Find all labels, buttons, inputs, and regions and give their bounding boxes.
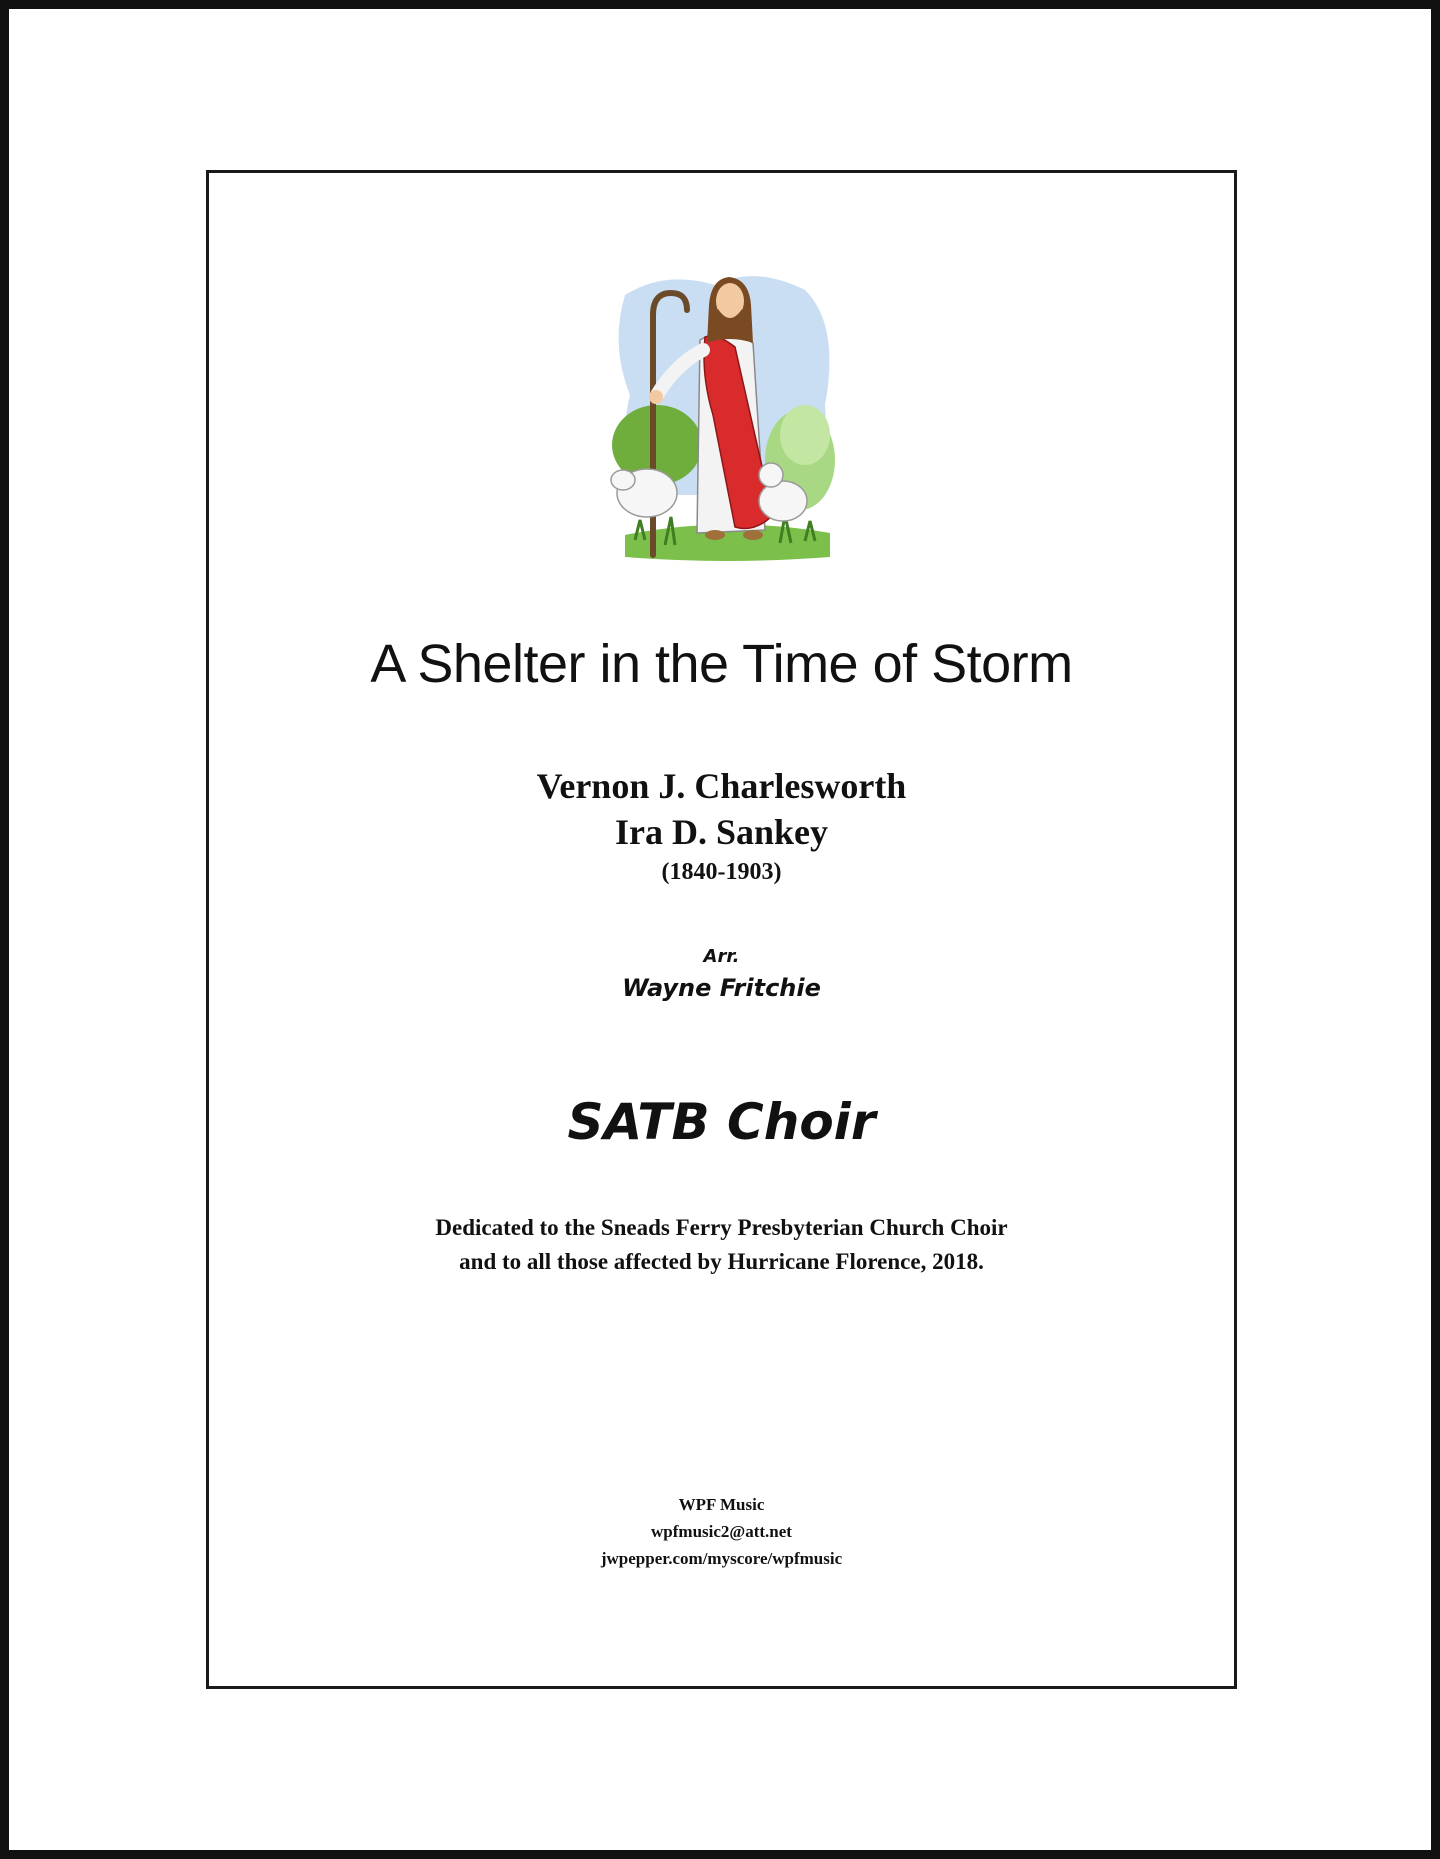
arr-label: Arr. — [703, 946, 740, 967]
score-cover-page — [206, 170, 1237, 1689]
publisher-name: WPF Music — [678, 1495, 765, 1514]
credits-block — [209, 763, 1234, 889]
song-title: A Shelter in the Time of Storm — [370, 634, 1073, 694]
composer-dates: (1840-1903) — [661, 859, 782, 885]
arranger-block — [209, 943, 1234, 1005]
dedication-line-2: and to all those affected by Hurricane Florence, 2018. — [459, 1249, 984, 1274]
publisher-website: jwpepper.com/myscore/wpfmusic — [600, 1549, 843, 1568]
shepherd-with-lambs-illustration — [605, 265, 845, 565]
lyricist-name: Vernon J. Charlesworth — [536, 766, 907, 806]
dedication-block — [209, 1211, 1234, 1279]
composer-name: Ira D. Sankey — [614, 812, 829, 852]
dedication-line-1: Dedicated to the Sneads Ferry Presbyterian Church Choir — [435, 1215, 1008, 1240]
publisher-block — [209, 1491, 1234, 1572]
arranger-name: Wayne Fritchie — [622, 974, 821, 1002]
publisher-email: wpfmusic2@att.net — [651, 1522, 792, 1541]
voicing-label: SATB Choir — [567, 1093, 876, 1151]
